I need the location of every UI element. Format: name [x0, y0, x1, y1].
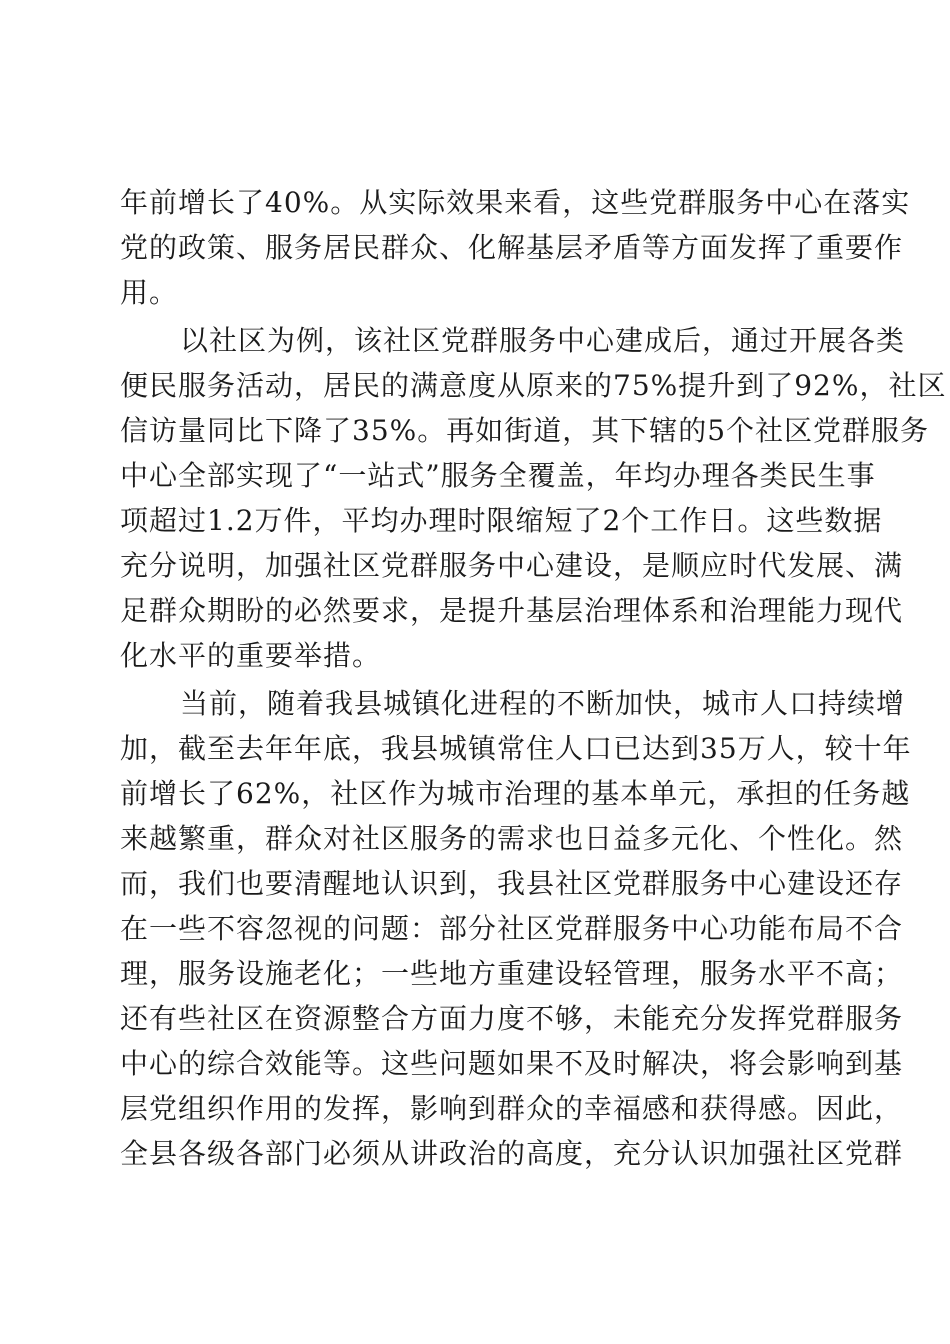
paragraph-line: 化水平的重要举措。: [120, 639, 382, 672]
paragraph-line: 充分说明，加强社区党群服务中心建设，是顺应时代发展、满: [120, 549, 904, 582]
paragraph-line: 项超过1.2万件，平均办理时限缩短了2个工作日。这些数据: [120, 504, 883, 537]
paragraph-line: 年前增长了40%。从实际效果来看，这些党群服务中心在落实: [120, 186, 911, 219]
paragraph-line: 加，截至去年年底，我县城镇常住人口已达到35万人，较十年: [120, 732, 912, 765]
paragraph-line: 来越繁重，群众对社区服务的需求也日益多元化、个性化。然: [120, 822, 904, 855]
paragraph-line: 以社区为例，该社区党群服务中心建成后，通过开展各类: [180, 324, 906, 357]
paragraph-line: 足群众期盼的必然要求，是提升基层治理体系和治理能力现代: [120, 594, 904, 627]
paragraph-line: 还有些社区在资源整合方面力度不够，未能充分发挥党群服务: [120, 1002, 904, 1035]
paragraph-line: 中心全部实现了“一站式”服务全覆盖，年均办理各类民生事: [120, 459, 876, 492]
paragraph-line: 当前，随着我县城镇化进程的不断加快，城市人口持续增: [180, 687, 906, 720]
paragraph-line: 用。: [120, 276, 179, 309]
paragraph-line: 便民服务活动，居民的满意度从原来的75%提升到了92%，社区: [120, 369, 947, 402]
paragraph-line: 层党组织作用的发挥，影响到群众的幸福感和获得感。因此，: [120, 1092, 904, 1125]
paragraph-line: 党的政策、服务居民群众、化解基层矛盾等方面发挥了重要作: [120, 231, 904, 264]
paragraph-line: 而，我们也要清醒地认识到，我县社区党群服务中心建设还存: [120, 867, 904, 900]
paragraph-3: [120, 681, 912, 1176]
paragraph-1: [120, 180, 911, 315]
paragraph-line: 理，服务设施老化；一些地方重建设轻管理，服务水平不高；: [120, 957, 904, 990]
paragraph-line: 中心的综合效能等。这些问题如果不及时解决，将会影响到基: [120, 1047, 904, 1080]
paragraph-line: 全县各级各部门必须从讲政治的高度，充分认识加强社区党群: [120, 1137, 904, 1170]
document-body: [120, 180, 947, 1176]
paragraph-2: [120, 318, 947, 678]
paragraph-line: 在一些不容忽视的问题：部分社区党群服务中心功能布局不合: [120, 912, 904, 945]
paragraph-line: 信访量同比下降了35%。再如街道，其下辖的5个社区党群服务: [120, 414, 930, 447]
paragraph-line: 前增长了62%，社区作为城市治理的基本单元，承担的任务越: [120, 777, 911, 810]
